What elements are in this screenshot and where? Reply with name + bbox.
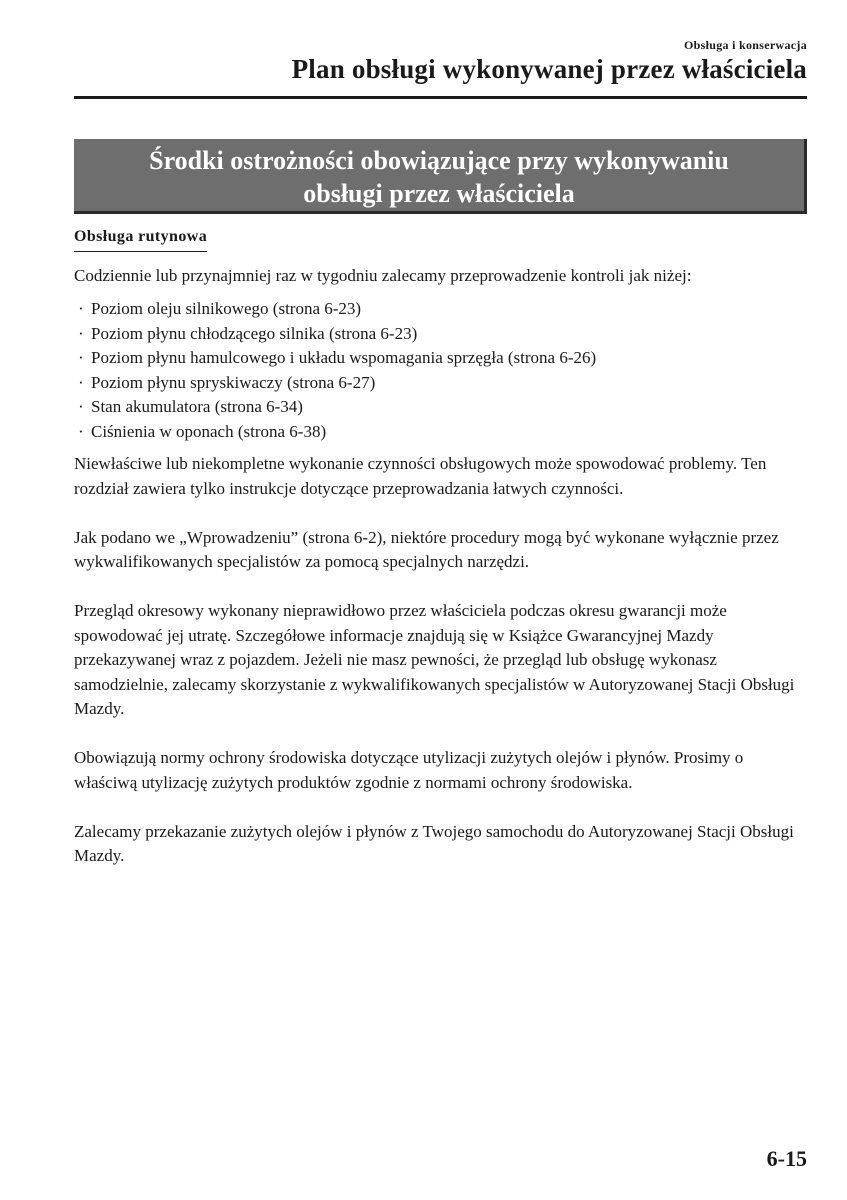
page-number: 6-15	[766, 1146, 807, 1171]
paragraph-special-tools: Jak podano we „Wprowadzeniu” (strona 6-2), niektóre procedury mogą być wykonane wyłącznie przez wykwalifikowanych specjalistów za pomocą specjalnych narzędzi.	[74, 527, 779, 571]
banner-title-line-1: Środki ostrożności obowiązujące przy wykonywaniu	[149, 146, 729, 175]
check-item-label: Poziom płynu chłodzącego silnika (strona 6-23)	[91, 323, 418, 343]
paragraph-warranty: Przegląd okresowy wykonany nieprawidłowo przez właściciela podczas okresu gwarancji może spowodować jej utratę. Szczegółowe informacje znajdują się w Książce Gwarancyjnej Mazdy przekazywanej wraz z pojazdem. Jeżeli nie masz pewności, że przegląd lub obsługę wykonasz samodzielnie, zalecamy skorzystanie z wykwalifikowanych specjalistów w Autoryzowanej Stacji Obsługi Mazdy.	[74, 601, 795, 718]
check-item-battery	[74, 395, 807, 420]
check-item-brake-fluid	[74, 346, 807, 371]
paragraph-disposal: Zalecamy przekazanie zużytych olejów i płynów z Twojego samochodu do Autoryzowanej Stacji Obsługi Mazdy.	[74, 821, 794, 865]
bullet-icon: ·	[78, 323, 84, 343]
bullet-icon: ·	[78, 421, 84, 441]
bullet-icon: ·	[78, 348, 84, 367]
intro-paragraph: Codziennie lub przynajmniej raz w tygodniu zalecamy przeprowadzenie kontroli jak niżej:	[74, 265, 692, 285]
check-item-tire-pressure	[74, 420, 807, 445]
check-item-label: Poziom płynu spryskiwaczy (strona 6-27)	[91, 372, 376, 392]
bullet-icon: ·	[78, 299, 84, 318]
check-list	[74, 297, 807, 444]
bullet-icon: ·	[78, 372, 84, 392]
paragraph-improper-maintenance: Niewłaściwe lub niekompletne wykonanie czynności obsługowych może spowodować problemy. Ten rozdział zawiera tylko instrukcje dotyczące przeprowadzania łatwych czynności.	[74, 454, 767, 498]
page-content	[74, 224, 807, 893]
check-item-washer-fluid	[74, 371, 807, 396]
check-item-label: Poziom oleju silnikowego (strona 6-23)	[91, 299, 362, 318]
chapter-title: Plan obsługi wykonywanej przez właściciela	[291, 54, 807, 84]
section-label: Obsługa i konserwacja	[684, 38, 807, 52]
paragraph-environment: Obowiązują normy ochrony środowiska dotyczące utylizacji zużytych olejów i płynów. Prosimy o właściwą utylizację zużytych produktów zgodnie z normami ochrony środowiska.	[74, 748, 744, 792]
header-divider	[74, 96, 807, 99]
check-item-label: Ciśnienia w oponach (strona 6-38)	[91, 421, 327, 441]
check-item-label: Stan akumulatora (strona 6-34)	[91, 397, 303, 416]
subheading-routine-maintenance: Obsługa rutynowa	[74, 225, 207, 252]
section-banner	[74, 139, 807, 214]
check-item-label: Poziom płynu hamulcowego i układu wspomagania sprzęgła (strona 6-26)	[91, 348, 597, 367]
check-item-coolant	[74, 322, 807, 347]
banner-title-line-2: obsługi przez właściciela	[303, 179, 575, 208]
bullet-icon: ·	[78, 397, 84, 416]
check-item-engine-oil	[74, 297, 807, 322]
